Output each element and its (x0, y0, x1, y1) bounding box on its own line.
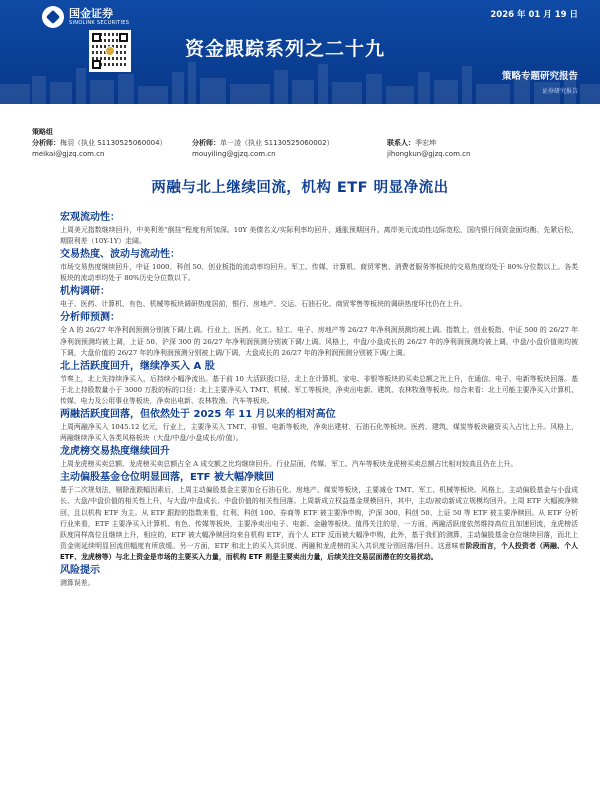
analyst-email[interactable]: mouyiling@gjzq.com.cn (192, 150, 276, 158)
analyst-email[interactable]: meikai@gjzq.com.cn (32, 150, 105, 158)
section-text-dragon-tiger: 上周龙虎榜买卖总额、龙虎榜买卖总额占全 A 成交额之比均继续回升。行业层面，传媒、军工、汽车等板块龙虎榜买卖总额占比相对较高且仍在上升。 (60, 460, 518, 469)
section-heading-margin-trading: 两融活跃度回落，但依然处于 2025 年 11 月以来的相对高位 (60, 409, 336, 421)
author-block (32, 127, 572, 160)
section-heading-trading-heat: 交易热度、波动与流动性： (60, 249, 180, 261)
section-text-fund-etf (60, 485, 578, 563)
section-text-macro-liquidity: 上周美元指数继续回升，中美利差“倒挂”程度有所加深。10Y 美债名义/实际利率均回升，通胀预期回升。离岸美元流动性边际宽松，国内银行间资金面均衡、先紧后松，期限利差（10Y-1Y）走阔。 (60, 226, 578, 246)
analyst-label: 分析师： (192, 139, 220, 147)
section-text-risk: 测算误差。 (60, 578, 95, 587)
section-text-trading-heat: 市场交易热度继续回升，中证 1000、科创 50、创业板指的流动率均回升。军工、传媒、计算机、商贸零售、消费者服务等板块的交易热度均处于 80%分位数以上。各类板块的流动率均处于 80%历史分位数以下。 (60, 263, 578, 283)
section-text-northbound: 节奏上，北上先持续净买入，后持续小幅净流出。基于前 10 大活跃股口径，北上在计算机、家电、非银等板块的买卖总额之比上升，在通信、电子、电新等板块回落。基于北上持股数量小于 3000 万股的标的口径：北上主要净买入 TMT、机械、军工等板块，净卖出电新、建筑、农林牧渔等板块。综合来看：北上可能主要净买入计算机、传媒、电力及公用事业等板块，净卖出电新、农林牧渔、汽车等板块。 (60, 374, 578, 405)
report-type-subtitle: 证券研究报告 (541, 88, 578, 95)
section-text-institutional-research: 电子、医药、计算机、有色、机械等板块调研热度居前，银行、房地产、交运、石油石化、商贸零售等板块的调研热度环比仍在上升。 (60, 300, 467, 309)
report-banner (0, 0, 600, 104)
series-title: 资金跟踪系列之二十九 (185, 38, 386, 60)
section-heading-analyst-forecast: 分析师预测： (60, 312, 120, 324)
contact-name: 季宏坤 (415, 139, 436, 147)
report-title: 两融与北上继续回流，机构 ETF 明显净流出 (151, 180, 449, 196)
team-label: 策略组 (32, 128, 53, 136)
logo-mark-icon (42, 6, 64, 28)
section-text-fund-etf-body: 基于二次规划法，剔除涨跌幅因素后，上周主动偏股基金主要加仓石油石化、房地产、煤炭等板块，主要减仓 TMT、军工、机械等板块。风格上，主动偏股基金与小盘成长、大盘/中盘价值的相关性上升，与大盘/中盘成长、中盘价值的相关性回落。上周新成立权益基金规模回升，其中，主动/被动新成立规模均回升。上周 ETF 大幅被净赎回，且以机构 ETF 为主。从 ETF 跟踪的指数来看，红利、科创 100、券商等 ETF 被主要净申购，沪深 300、科创 50、上证 50 等 ETF 被主要净赎回。从 ETF 分析行业来看，ETF 主要净买入计算机、有色、传媒等板块，主要净卖出电子、电新、金融等板块。值得关注的是，一方面，两融活跃度依然维持高位且加速回流，龙虎榜活跃度同样高位且继续上升，相应的，ETF 被大幅净赎回均来自机构 ETF，而个人 ETF 反而被大幅净申购，此外，基于我们的测算，主动偏股基金仓位继续回落，而北上资金则延续明显回流但幅度有所放缓。另一方面，ETF 和北上的买入共识度、两融和龙虎榜的买入共识度分别回落/回升。这意味着 (60, 486, 578, 550)
contact-email[interactable]: jihongkun@gjzq.com.cn (387, 150, 471, 158)
analyst-name: 梅羽（执业 S1130525060004） (60, 139, 167, 147)
logo-en-text: SINOLINK SECURITIES (69, 20, 130, 26)
qr-code-icon (89, 30, 131, 72)
author-names-row (32, 138, 572, 149)
section-heading-dragon-tiger: 龙虎榜交易热度继续回升 (60, 446, 170, 458)
section-heading-institutional-research: 机构调研： (60, 286, 110, 298)
section-text-margin-trading: 上周两融净买入 1045.12 亿元，行业上，主要净买入 TMT、非银、电新等板块，净卖出建材、石油石化等板块。医药、建筑、煤炭等板块融资买入占比上升。风格上，两融继续净买入各类风格板块（大盘/中盘/小盘成长/价值）。 (60, 423, 578, 443)
company-logo (42, 6, 129, 28)
logo-cn-text: 国金证券 (69, 7, 113, 20)
contact-label: 联系人： (387, 139, 415, 147)
report-date: 2026 年 01 月 19 日 (490, 10, 578, 20)
section-text-fund-etf-emphasis: 阶段而言，个人投资者（两融、个人 ETF、龙虎榜等）与北上资金是市场的主要买入力量，而机构 ETF 则是主要卖出力量，后续关注交易层面潜在的交易扰动。 (60, 541, 579, 561)
section-text-analyst-forecast: 全 A 的 26/27 年净利润预测分别被下调/上调。行业上，医药、化工、轻工、电子、房地产等 26/27 年净利润预测均被上调。指数上，创业板指、中证 500 的 26/27 年净利润预测均被上调，上证 50、沪深 300 的 26/27 年净利润预测分别被下调/上调。风格上，中盘/小盘成长的 26/27 年的净利润预测均被上调，中盘/小盘价值则均被下调，大盘价值的 26/27 年的净利润预测分别被上调/下调，大盘成长的 26/27 年的净利润预测分别被下调/上调。 (60, 326, 578, 357)
section-heading-northbound: 北上活跃度回升，继续净买入 A 股 (60, 360, 215, 372)
report-type-badge: 策略专题研究报告 (501, 71, 578, 82)
section-heading-macro-liquidity: 宏观流动性： (60, 212, 120, 223)
section-heading-risk: 风险提示 (60, 564, 100, 576)
author-emails-row (32, 149, 572, 160)
analyst-name: 单一凌（执业 S1130525060002） (220, 139, 334, 147)
section-heading-fund-etf: 主动偏股基金仓位明显回落，ETF 被大幅净赎回 (60, 472, 274, 484)
analyst-label: 分析师： (32, 139, 60, 147)
report-body (60, 210, 578, 589)
